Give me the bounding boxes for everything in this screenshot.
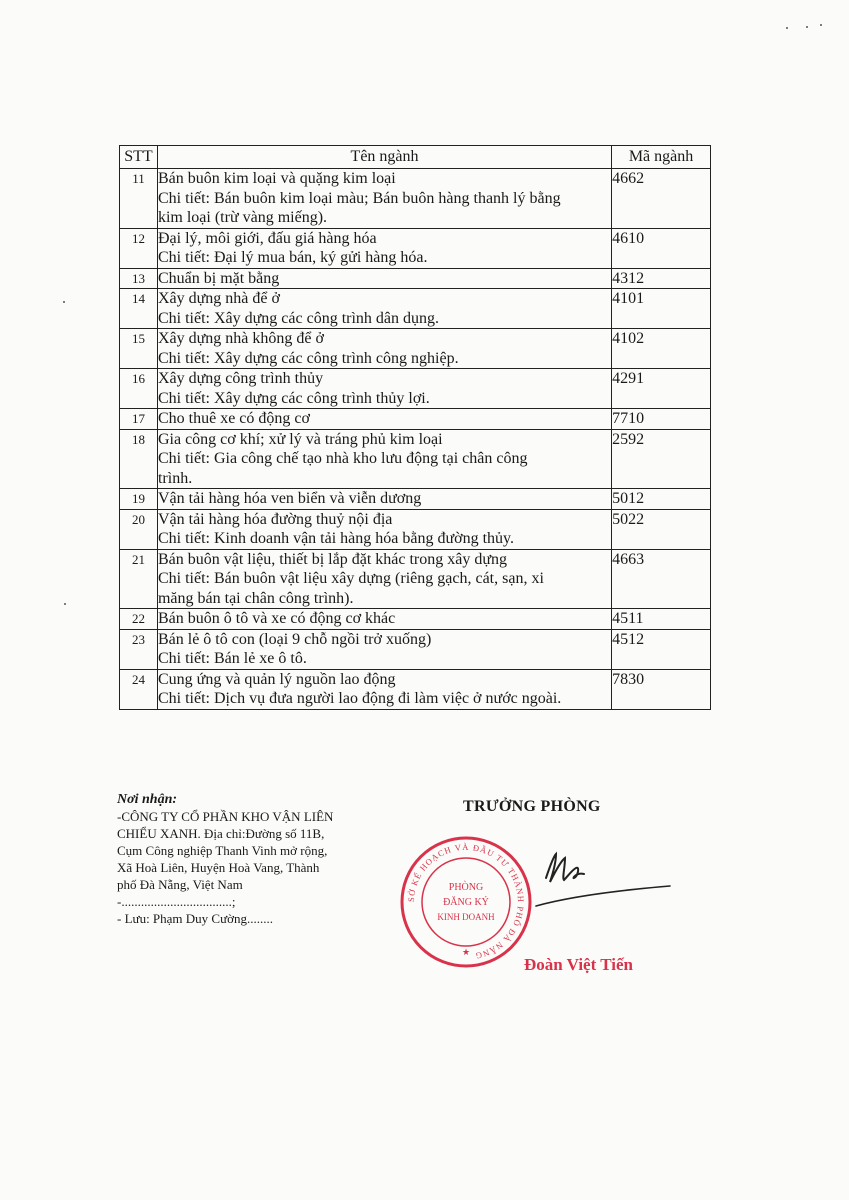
recipients-title: Nơi nhận: xyxy=(117,792,178,807)
row-chi-tiet-line: Chi tiết: Bán lẻ xe ô tô. xyxy=(157,650,307,667)
row-ma-nganh: 4511 xyxy=(612,609,711,630)
row-ten-nganh-line: Chuẩn bị mặt bằng xyxy=(157,269,280,287)
table-row xyxy=(120,329,711,369)
row-ten-nganh xyxy=(157,429,611,489)
row-stt: 18 xyxy=(120,429,158,489)
row-stt: 12 xyxy=(120,228,158,268)
row-stt: 20 xyxy=(120,509,158,549)
row-ten-nganh-line: Gia công cơ khí; xử lý và tráng phủ kim loại xyxy=(157,430,443,448)
scan-speck xyxy=(786,27,788,29)
scan-speck xyxy=(820,24,822,26)
recipient-line: - Lưu: Phạm Duy Cường........ xyxy=(117,911,274,926)
table-row xyxy=(120,169,711,229)
row-stt: 16 xyxy=(120,369,158,409)
recipient-line: Cụm Công nghiệp Thanh Vinh mở rộng, xyxy=(117,843,328,858)
row-ten-nganh xyxy=(157,228,611,268)
row-stt: 22 xyxy=(120,609,158,630)
table-row xyxy=(120,409,711,430)
row-ten-nganh xyxy=(157,629,611,669)
table-row xyxy=(120,509,711,549)
row-ma-nganh: 4512 xyxy=(612,629,711,669)
row-stt: 21 xyxy=(120,549,158,609)
recipient-line: -..................................; xyxy=(117,894,236,909)
row-ten-nganh-line: Đại lý, môi giới, đấu giá hàng hóa xyxy=(157,229,377,247)
scan-speck xyxy=(806,26,808,28)
row-ma-nganh: 7830 xyxy=(612,669,711,709)
row-stt: 13 xyxy=(120,268,158,289)
row-ten-nganh-line: Xây dựng công trình thủy xyxy=(157,370,324,387)
stamp-outer-text: SỞ KẾ HOẠCH VÀ ĐẦU TƯ THÀNH PHỐ ĐÀ NẴNG xyxy=(405,841,527,962)
row-ten-nganh-line: Cung ứng và quản lý nguồn lao động xyxy=(157,670,396,688)
row-chi-tiet-line: Chi tiết: Bán buôn kim loại màu; Bán buôn hàng thanh lý bằng xyxy=(157,189,561,207)
row-stt: 19 xyxy=(120,489,158,510)
scan-speck xyxy=(64,603,66,605)
table-row xyxy=(120,489,711,510)
row-stt: 15 xyxy=(120,329,158,369)
row-ten-nganh-line: Xây dựng nhà không để ở xyxy=(157,330,324,347)
row-ma-nganh: 5022 xyxy=(612,509,711,549)
row-chi-tiet-line: Chi tiết: Xây dựng các công trình công nghiệp. xyxy=(157,349,459,367)
row-ten-nganh-line: Xây dựng nhà để ở xyxy=(157,290,280,307)
row-chi-tiet-line: Chi tiết: Kinh doanh vận tải hàng hóa bằng đường thủy. xyxy=(157,530,515,547)
row-ma-nganh: 4610 xyxy=(612,228,711,268)
scan-speck xyxy=(63,301,65,303)
table-row xyxy=(120,429,711,489)
row-ten-nganh-line: Bán buôn vật liệu, thiết bị lắp đặt khác trong xây dựng xyxy=(157,550,508,568)
row-ten-nganh xyxy=(157,509,611,549)
row-stt: 23 xyxy=(120,629,158,669)
row-ten-nganh-line: Vận tải hàng hóa đường thuỷ nội địa xyxy=(157,510,393,528)
table-row xyxy=(120,629,711,669)
row-ma-nganh: 7710 xyxy=(612,409,711,430)
business-lines-table xyxy=(119,145,711,710)
table-row xyxy=(120,228,711,268)
row-ten-nganh xyxy=(157,289,611,329)
row-stt: 14 xyxy=(120,289,158,329)
recipient-line: -CÔNG TY CỔ PHẦN KHO VẬN LIÊN xyxy=(117,809,334,824)
row-ten-nganh-line: Bán buôn kim loại và quặng kim loại xyxy=(157,170,396,187)
row-ten-nganh-line: Bán lẻ ô tô con (loại 9 chỗ ngồi trở xuống) xyxy=(157,630,432,648)
row-ma-nganh: 5012 xyxy=(612,489,711,510)
recipients-block xyxy=(117,791,367,927)
row-ma-nganh: 4312 xyxy=(612,268,711,289)
row-ten-nganh xyxy=(157,669,611,709)
table-row xyxy=(120,549,711,609)
row-ten-nganh-line: Vận tải hàng hóa ven biển và viễn dương xyxy=(157,490,422,507)
row-ten-nganh xyxy=(157,549,611,609)
row-ma-nganh: 4291 xyxy=(612,369,711,409)
row-stt: 24 xyxy=(120,669,158,709)
stamp-star: ★ xyxy=(461,948,471,958)
table-row xyxy=(120,289,711,329)
row-chi-tiet-line: trình. xyxy=(157,469,193,487)
row-chi-tiet-line: măng bán tại chân công trình). xyxy=(157,589,354,607)
row-chi-tiet-line: kim loại (trừ vàng miếng). xyxy=(157,209,328,226)
recipient-line: phố Đà Nẵng, Việt Nam xyxy=(117,877,243,892)
row-chi-tiet-line: Chi tiết: Dịch vụ đưa người lao động đi làm việc ở nước ngoài. xyxy=(157,690,562,707)
row-ten-nganh xyxy=(157,329,611,369)
row-ten-nganh xyxy=(157,268,611,289)
table-row xyxy=(120,268,711,289)
row-chi-tiet-line: Chi tiết: Xây dựng các công trình thủy lợi. xyxy=(157,389,430,407)
header-ten-nganh: Tên ngành xyxy=(157,146,611,169)
row-ten-nganh xyxy=(157,489,611,510)
row-stt: 11 xyxy=(120,169,158,229)
table-row xyxy=(120,669,711,709)
table-header-row xyxy=(120,146,711,169)
recipient-line: Xã Hoà Liên, Huyện Hoà Vang, Thành xyxy=(117,860,320,875)
table-row xyxy=(120,369,711,409)
header-ma-nganh: Mã ngành xyxy=(612,146,711,169)
row-ten-nganh-line: Bán buôn ô tô và xe có động cơ khác xyxy=(157,610,396,627)
stamp-inner-line-1: PHÒNG xyxy=(448,882,484,893)
signer-name: Đoàn Việt Tiến xyxy=(524,955,633,974)
row-ten-nganh xyxy=(157,169,611,229)
row-ten-nganh xyxy=(157,609,611,630)
stamp-inner-line-3: KINH DOANH xyxy=(437,912,495,922)
row-ten-nganh xyxy=(157,369,611,409)
row-chi-tiet-line: Chi tiết: Đại lý mua bán, ký gửi hàng hóa. xyxy=(157,249,428,266)
row-chi-tiet-line: Chi tiết: Gia công chế tạo nhà kho lưu động tại chân công xyxy=(157,450,528,467)
row-chi-tiet-line: Chi tiết: Xây dựng các công trình dân dụng. xyxy=(157,309,440,327)
row-ma-nganh: 4663 xyxy=(612,549,711,609)
row-ten-nganh-line: Cho thuê xe có động cơ xyxy=(157,410,310,427)
row-ma-nganh: 4102 xyxy=(612,329,711,369)
row-ma-nganh: 2592 xyxy=(612,429,711,489)
row-ma-nganh: 4662 xyxy=(612,169,711,229)
header-stt: STT xyxy=(120,146,158,169)
row-stt: 17 xyxy=(120,409,158,430)
handwritten-signature xyxy=(532,848,672,908)
row-chi-tiet-line: Chi tiết: Bán buôn vật liệu xây dựng (riêng gạch, cát, sạn, xi xyxy=(157,570,544,587)
recipients-list xyxy=(117,808,367,927)
row-ma-nganh: 4101 xyxy=(612,289,711,329)
official-stamp xyxy=(397,833,535,971)
signatory-title: TRƯỞNG PHÒNG xyxy=(463,798,601,815)
stamp-inner-line-2: ĐĂNG KÝ xyxy=(443,897,489,908)
recipient-line: CHIỂU XANH. Địa chỉ:Đường số 11B, xyxy=(117,826,325,841)
row-ten-nganh xyxy=(157,409,611,430)
table-row xyxy=(120,609,711,630)
